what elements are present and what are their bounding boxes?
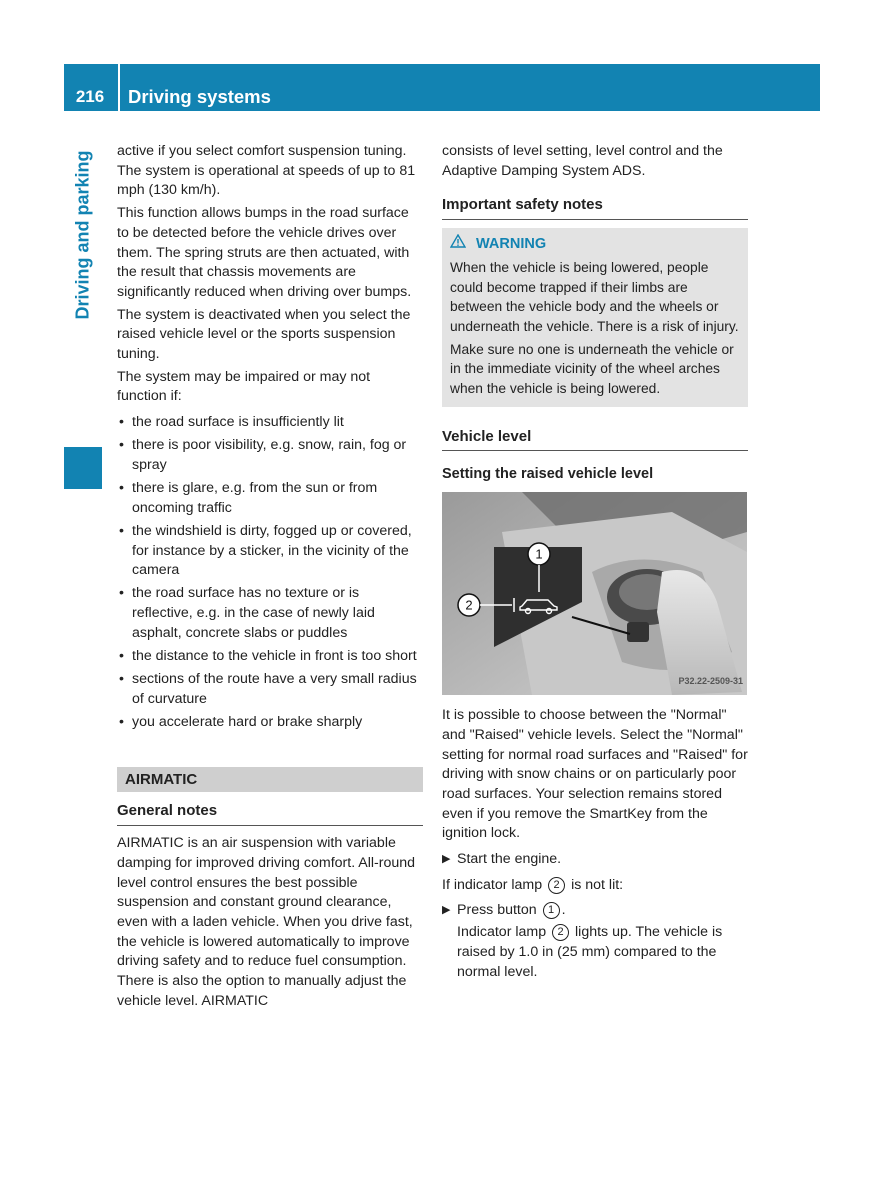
list-item: • there is glare, e.g. from the sun or from oncoming traffic [117,479,423,518]
paragraph: This function allows bumps in the road surface to be detected before the vehicle drives over them. The spring struts are then actuated, with the result that chassis movements are significantly reduced when driving over bumps. [117,205,412,300]
setting-raised-level-heading: Setting the raised vehicle level [442,466,654,483]
safety-notes-heading: Important safety notes [442,195,748,220]
chapter-title: Driving systems [128,86,271,107]
list-item: • there is poor visibility, e.g. snow, rain, fog or spray [117,436,423,475]
right-column [442,142,748,988]
warning-triangle-icon [450,236,470,252]
callout-2: 2 [465,597,473,613]
list-item: • the road surface is insufficiently lit [117,413,423,433]
warning-text: Make sure no one is underneath the vehicle or in the immediate vicinity of the wheel arches when the vehicle is being lowered. [450,341,734,397]
circled-number-icon: 2 [552,924,569,941]
paragraph: The system may be impaired or may not function if: [117,368,371,405]
step-arrow-icon: ▶ [442,853,451,866]
figure-caption: P32.22-2509-31 [678,676,743,687]
section-title-airmatic: AIRMATIC [117,767,423,792]
result-suffix: lights up. The vehicle is raised by 1.0 in (25 mm) compared to the normal level. [457,924,723,980]
circled-number-icon: 1 [543,902,560,919]
condition-text [442,876,748,896]
section-sidebar [64,111,102,489]
page-header [64,64,820,111]
list-item: • the distance to the vehicle in front is too short [117,647,423,667]
step-text: Start the engine. [457,851,562,868]
list-item: • you accelerate hard or brake sharply [117,713,423,733]
sidebar-label: Driving and parking [72,150,93,320]
conditions-list [117,413,423,732]
header-divider [118,64,120,111]
step-text: Press button [457,902,537,919]
result-prefix: Indicator lamp [457,924,547,941]
paragraph: active if you select comfort suspension tuning. The system is operational at speeds of up to 81 mph (130 km/h). [117,143,416,199]
vehicle-level-heading: Vehicle level [442,427,748,452]
warning-title [450,234,740,255]
console-illustration [442,492,747,695]
paragraph: It is possible to choose between the "Normal" and "Raised" vehicle levels. Select the "Normal" setting for normal road surfaces and "Raised" for driving with snow chains or on particularly poor road surfaces. Your selection remains stored even if you remove the SmartKey from the ignition lock. [442,707,748,842]
general-notes-heading: General notes [117,801,423,826]
paragraph: AIRMATIC is an air suspension with variable damping for improved driving comfort. All-round level control ensures the best possible suspension and constant ground clearance, even with a laden vehicle. When you drive fast, the vehicle is lowered automatically to improve driving safety and to reduce fuel consumption. There is also the option to manually adjust the vehicle level. AIRMATIC [117,835,416,1009]
step-text-end: . [561,902,566,919]
step-arrow-icon: ▶ [442,904,451,917]
warning-label: WARNING [476,236,547,253]
circled-number-icon: 2 [548,877,565,894]
list-item: • the windshield is dirty, fogged up or covered, for instance by a sticker, in the vicinity of the camera [117,522,423,581]
warning-text: When the vehicle is being lowered, people could become trapped if their limbs are between the vehicle body and the wheels or underneath the vehicle. There is a risk of injury. [450,259,739,334]
warning-box [442,228,748,407]
step-result [457,923,748,982]
list-item: • sections of the route have a very small radius of curvature [117,670,423,709]
condition-suffix: is not lit: [571,876,624,893]
left-column [117,142,423,1014]
instruction-step [442,850,748,870]
list-item: • the road surface has no texture or is reflective, e.g. in the case of newly laid asphalt, concrete slabs or puddles [117,584,423,643]
paragraph: The system is deactivated when you select the raised vehicle level or the sports suspension tuning. [117,306,411,363]
callout-1: 1 [535,546,543,562]
center-console-figure [442,492,747,695]
paragraph: consists of level setting, level control and the Adaptive Damping System ADS. [442,143,723,179]
page-number: 216 [75,87,105,106]
instruction-step [442,901,748,982]
condition-prefix: If indicator lamp [442,876,543,893]
